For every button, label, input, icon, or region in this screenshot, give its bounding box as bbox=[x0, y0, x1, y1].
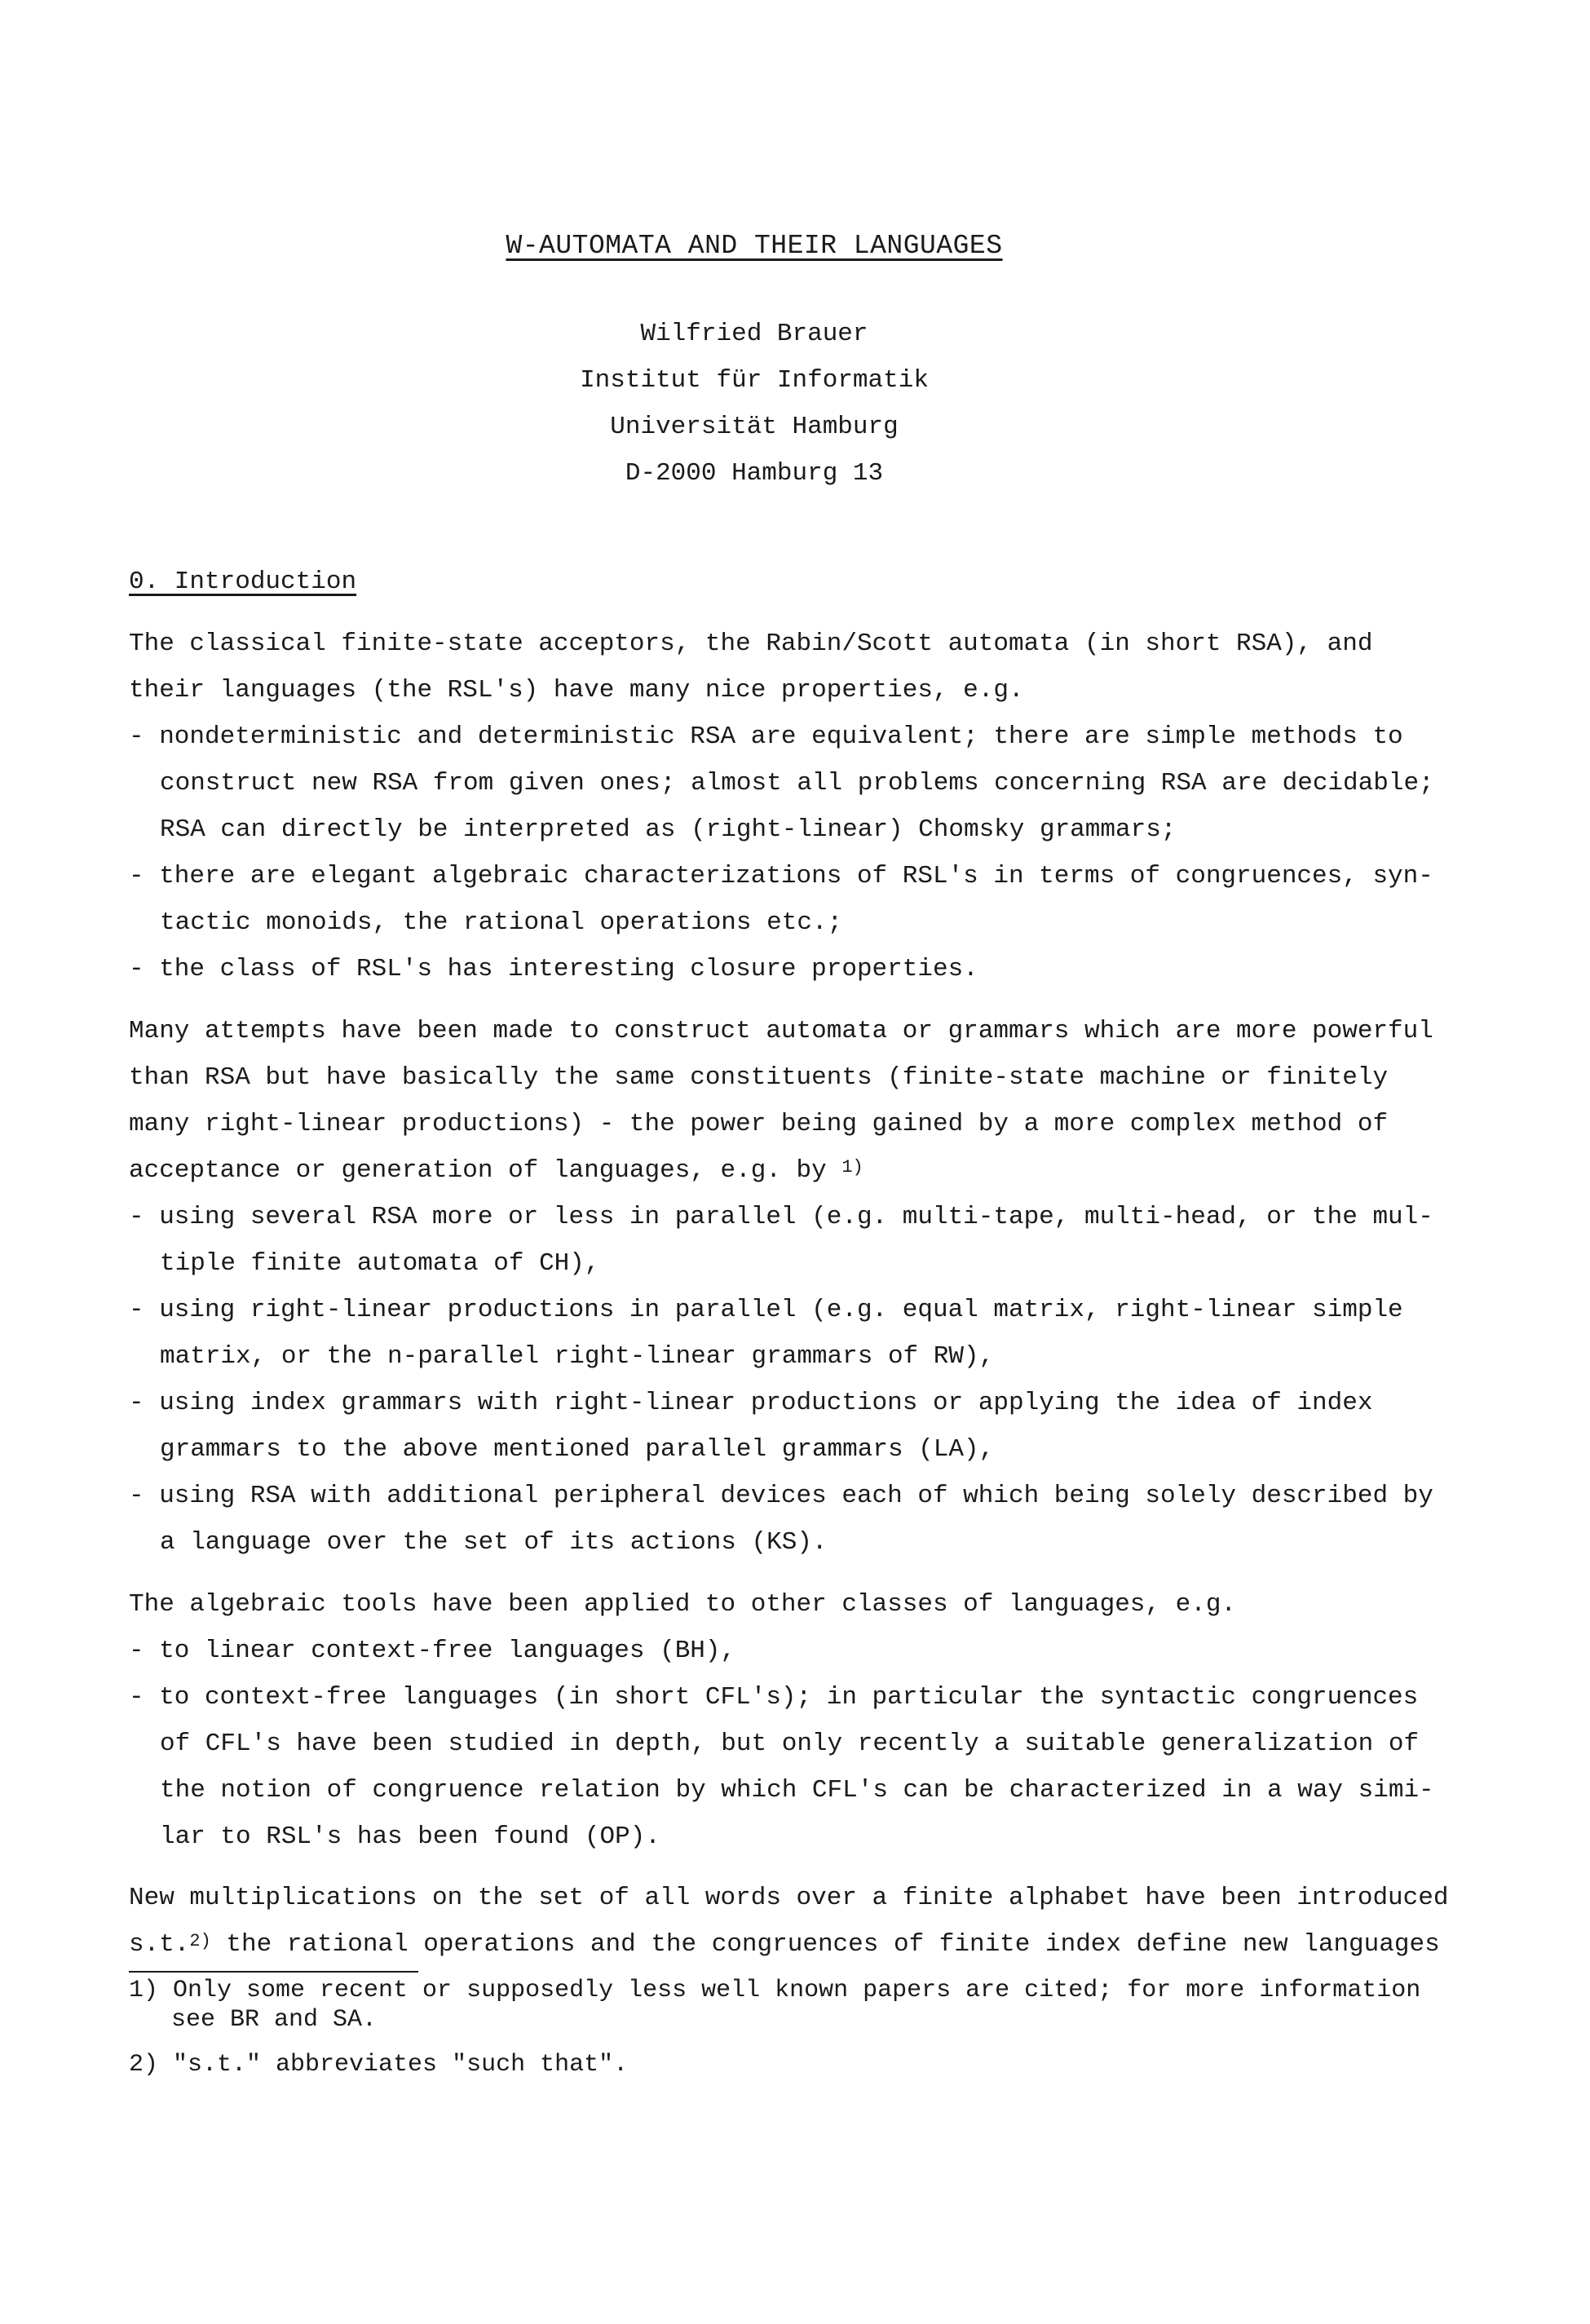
list-item: - to context-free languages (in short CFL's); in particular the syntactic congruences bbox=[129, 1683, 1419, 1712]
author-name: Wilfried Brauer bbox=[640, 320, 868, 348]
list-item: - using RSA with additional peripheral devices each of which being solely described by bbox=[129, 1482, 1433, 1510]
paragraph-line: New multiplications on the set of all words over a finite alphabet have been introduced bbox=[129, 1884, 1449, 1912]
list-item-continuation: tactic monoids, the rational operations etc.; bbox=[160, 908, 843, 937]
footnote-mark: 2) bbox=[189, 1931, 211, 1951]
list-item-continuation: lar to RSL's has been found (OP). bbox=[160, 1823, 660, 1851]
paragraph-line: than RSA but have basically the same constituents (finite-state machine or finitely bbox=[129, 1063, 1389, 1092]
list-item-continuation: of CFL's have been studied in depth, but only recently a suitable generalization of bbox=[160, 1730, 1420, 1758]
list-item: - using several RSA more or less in parallel (e.g. multi-tape, multi-head, or the mul- bbox=[129, 1203, 1433, 1231]
author-institute: Institut für Informatik bbox=[580, 366, 929, 395]
paragraph-line: The algebraic tools have been applied to other classes of languages, e.g. bbox=[129, 1590, 1237, 1619]
section-heading: 0. Introduction bbox=[129, 568, 357, 596]
list-item-continuation: construct new RSA from given ones; almost all problems concerning RSA are decidable; bbox=[160, 769, 1434, 797]
paragraph-line: Many attempts have been made to construct automata or grammars which are more powerful bbox=[129, 1017, 1433, 1045]
paper-title bbox=[0, 231, 1508, 261]
paragraph-text: acceptance or generation of languages, e.g. by bbox=[129, 1156, 827, 1185]
paragraph-line: many right-linear productions) - the power being gained by a more complex method of bbox=[129, 1110, 1389, 1138]
list-item-continuation: a language over the set of its actions (KS). bbox=[160, 1528, 828, 1557]
footnote-divider bbox=[129, 1971, 418, 1973]
list-item-continuation: tiple finite automata of CH), bbox=[160, 1249, 600, 1278]
paper-title-text: W-AUTOMATA AND THEIR LANGUAGES bbox=[506, 231, 1003, 261]
paragraph-line: The classical finite-state acceptors, the Rabin/Scott automata (in short RSA), and bbox=[129, 630, 1373, 658]
list-item-continuation: RSA can directly be interpreted as (right-linear) Chomsky grammars; bbox=[160, 815, 1177, 844]
paragraph-text: s.t. bbox=[129, 1930, 190, 1959]
paragraph-line bbox=[129, 1930, 1440, 1959]
list-item: - using right-linear productions in parallel (e.g. equal matrix, right-linear simple bbox=[129, 1296, 1403, 1324]
author-address: D-2000 Hamburg 13 bbox=[625, 459, 884, 488]
paragraph-text: the rational operations and the congruences of finite index define new languages bbox=[210, 1930, 1440, 1959]
footnote-1: 1) Only some recent or supposedly less well known papers are cited; for more information bbox=[129, 1977, 1421, 2004]
list-item: - the class of RSL's has interesting closure properties. bbox=[129, 955, 978, 983]
footnote-2: 2) "s.t." abbreviates "such that". bbox=[129, 2051, 629, 2079]
list-item-continuation: matrix, or the n-parallel right-linear grammars of RW), bbox=[160, 1342, 995, 1371]
paragraph-line bbox=[129, 1156, 863, 1185]
author-university: Universität Hamburg bbox=[610, 413, 899, 441]
list-item: - using index grammars with right-linear productions or applying the idea of index bbox=[129, 1389, 1373, 1417]
list-item: - there are elegant algebraic characterizations of RSL's in terms of congruences, syn- bbox=[129, 862, 1433, 890]
paragraph-line: their languages (the RSL's) have many nice properties, e.g. bbox=[129, 676, 1024, 705]
list-item-continuation: grammars to the above mentioned parallel grammars (LA), bbox=[160, 1435, 995, 1464]
footnote-1-continuation: see BR and SA. bbox=[171, 2006, 378, 2034]
list-item-continuation: the notion of congruence relation by which CFL's can be characterized in a way simi- bbox=[160, 1776, 1434, 1805]
list-item: - to linear context-free languages (BH), bbox=[129, 1637, 736, 1665]
footnote-mark: 1) bbox=[841, 1157, 863, 1177]
list-item: - nondeterministic and deterministic RSA are equivalent; there are simple methods to bbox=[129, 722, 1403, 751]
